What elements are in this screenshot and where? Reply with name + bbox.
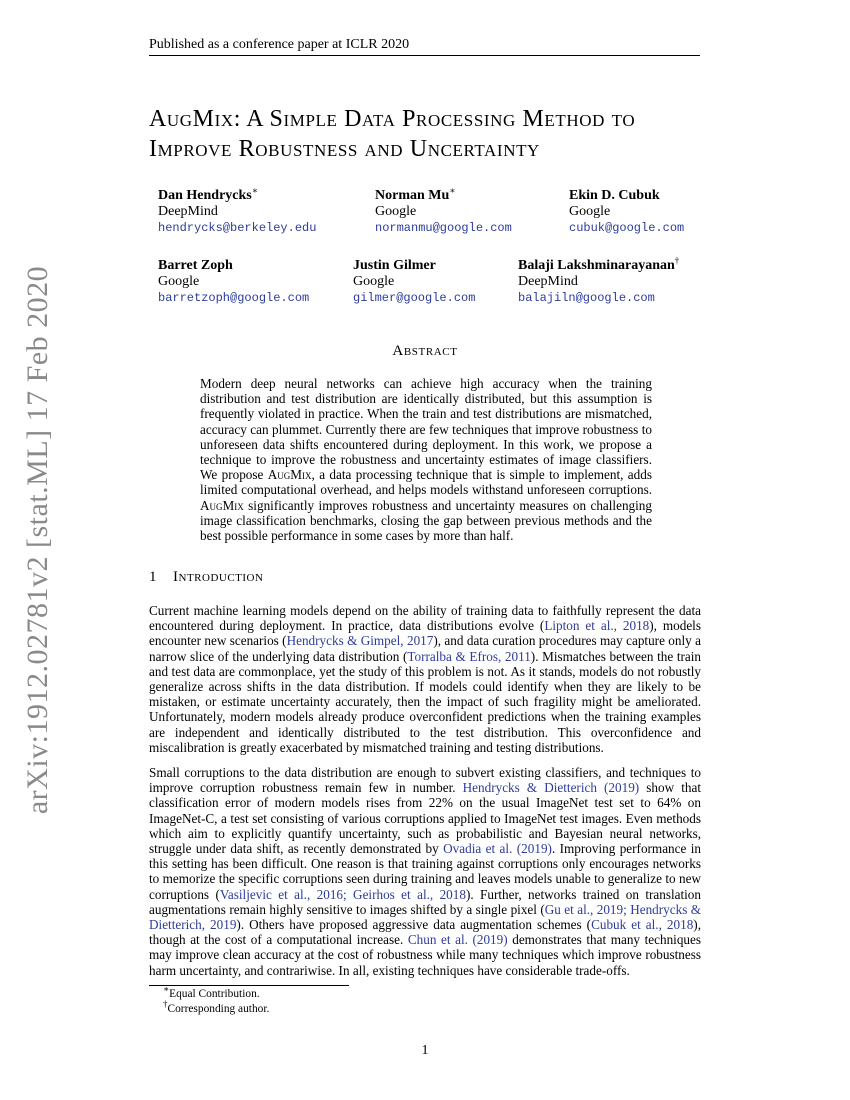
paragraph-text: ). Mismatches between the train and test data are commonplace, yet the study of this problem is not. As it stands, models do not robustly generalize across shifts in the data distribution. If models could identify when they are likely to be mistaken, or estimate uncertainty accurately, then the impact of such fragility might be ameliorated. Unfortunately, modern models already produce overconfident predictions when the training examples are independent and identically distributed to the test distribution. This overconfidence and miscalibration is greatly exacerbated by mismatched training and testing distributions. (149, 648, 701, 755)
citation-link[interactable]: Gu et al., 2019; Hendrycks & Dietterich, 2019 (149, 901, 701, 933)
citation-link[interactable]: Chun et al. (2019) (407, 932, 508, 948)
citation-link[interactable]: Ovadia et al. (2019) (443, 841, 552, 857)
author-block (518, 255, 680, 306)
author-mark: † (674, 255, 680, 266)
author-name: Dan Hendrycks (158, 188, 252, 203)
author-block (353, 258, 475, 306)
author-mark: ∗ (251, 185, 258, 196)
section-number: 1 (149, 569, 157, 585)
footnote-text: Equal Contribution. (169, 988, 260, 1000)
abstract-part: , a data processing technique that is simple to implement, adds limited computational overhead, and helps models withstand unforeseen corruptions. (200, 467, 652, 498)
abstract-heading: Abstract (392, 343, 458, 359)
footnote-rule (149, 985, 349, 986)
citation-link[interactable]: Vasiljevic et al., 2016; Geirhos et al., 2018 (219, 886, 466, 902)
footnote (163, 999, 270, 1016)
paper-title (149, 104, 749, 164)
author-block (158, 185, 317, 236)
author-email[interactable]: cubuk@google.com (569, 221, 685, 235)
title-line-1: AugMix: A Simple Data Processing Method to (149, 106, 636, 132)
abstract-text (200, 376, 652, 543)
footnote-text: Corresponding author. (167, 1003, 270, 1015)
abstract-part: Modern deep neural networks can achieve high accuracy when the training distribution and test distribution are identically distributed, but this assumption is frequently violated in practice. When the train and test distributions are mismatched, accuracy can plummet. Currently there are few techniques that improve robustness to unforeseen data shifts encountered during deployment. In this work, we propose a technique to improve the robustness and uncertainty estimates of image classifiers. We propose (200, 376, 652, 483)
author-email[interactable]: gilmer@google.com (353, 291, 476, 305)
section-title: Introduction (173, 569, 264, 585)
section-heading (149, 569, 263, 586)
author-name: Balaji Lakshminarayanan (518, 258, 675, 273)
author-name: Justin Gilmer (353, 258, 436, 273)
author-name: Ekin D. Cubuk (569, 188, 660, 203)
citation-link[interactable]: Hendrycks & Gimpel, 2017 (286, 633, 434, 649)
title-line-2: Improve Robustness and Uncertainty (149, 136, 540, 162)
paragraph-text: ). Others have proposed aggressive data augmentation schemes ( (236, 917, 592, 933)
author-block (375, 185, 512, 236)
author-name: Norman Mu (375, 188, 450, 203)
augmix-name: AugMix (267, 467, 312, 483)
paragraph-text: Small corruptions to the data distribution are enough to subvert existing classifiers, and techniques to improve corruption robustness remain few in number. (149, 765, 701, 796)
page-number: 1 (421, 1043, 429, 1058)
author-block (158, 258, 309, 306)
author-email[interactable]: normanmu@google.com (375, 221, 512, 235)
intro-paragraph-2 (149, 765, 701, 978)
author-email[interactable]: hendrycks@berkeley.edu (158, 221, 317, 235)
abstract-part: significantly improves robustness and uncertainty measures on challenging image classification benchmarks, closing the gap between previous methods and the best possible performance in some cases by more than half. (200, 497, 652, 544)
paragraph-text: demonstrates that many techniques may improve clean accuracy at the cost of robustness while many techniques which improve robustness harm uncertainty, and contrariwise. In all, existing techniques have considerable trade-offs. (149, 932, 701, 978)
paragraph-text: show that classification error of modern models rises from 22% on the usual ImageNet test set to 64% on ImageNet-C, a test set consisting of various corruptions applied to ImageNet test images. Even methods which aim to explicitly quantify uncertainty, such as probabilistic and Bayesian neural networks, struggle under data shift, as recently demonstrated by (149, 780, 701, 857)
citation-link[interactable]: Cubuk et al., 2018 (591, 917, 694, 933)
author-block (569, 188, 684, 236)
arxiv-id-text: arXiv:1912.02781v2 [stat.ML] 17 Feb 2020 (21, 265, 54, 815)
author-name: Barret Zoph (158, 258, 233, 273)
paragraph-text: ), though at the cost of a computational increase. (149, 917, 701, 948)
intro-paragraph-1 (149, 603, 701, 755)
author-affiliation: Google (375, 204, 417, 219)
citation-link[interactable]: Torralba & Efros, 2011 (407, 648, 531, 664)
footnote-mark: ∗ (163, 984, 170, 995)
author-email[interactable]: balajiln@google.com (518, 291, 655, 305)
author-affiliation: Google (158, 274, 200, 289)
author-affiliation: DeepMind (158, 204, 218, 219)
paragraph-text: ). Further, networks trained on translation augmentations remain highly sensitive to images shifted by a single pixel ( (149, 886, 701, 917)
author-mark: ∗ (449, 185, 456, 196)
augmix-name: AugMix (200, 497, 244, 513)
paragraph-text: . Improving performance in this setting has been difficult. One reason is that training against corruptions only encourages networks to memorize the specific corruptions seen during training and leaves models unable to generalize to new corruptions ( (149, 841, 702, 902)
paragraph-text: Current machine learning models depend on the ability of training data to faithfully represent the data encountered during deployment. In practice, data distributions evolve ( (149, 603, 701, 634)
author-affiliation: Google (569, 204, 611, 219)
paragraph-text: ), and data curation procedures may capture only a narrow slice of the underlying data distribution ( (149, 633, 701, 664)
author-email[interactable]: barretzoph@google.com (158, 291, 310, 305)
paragraph-text: ), models encounter new scenarios ( (149, 618, 701, 649)
page-header: Published as a conference paper at ICLR 2020 (149, 36, 700, 56)
citation-link[interactable]: Lipton et al., 2018 (544, 618, 650, 634)
footnote-mark: † (163, 999, 168, 1010)
citation-link[interactable]: Hendrycks & Dietterich (2019) (462, 780, 640, 796)
footnote (163, 984, 260, 1001)
author-affiliation: DeepMind (518, 274, 578, 289)
author-affiliation: Google (353, 274, 395, 289)
